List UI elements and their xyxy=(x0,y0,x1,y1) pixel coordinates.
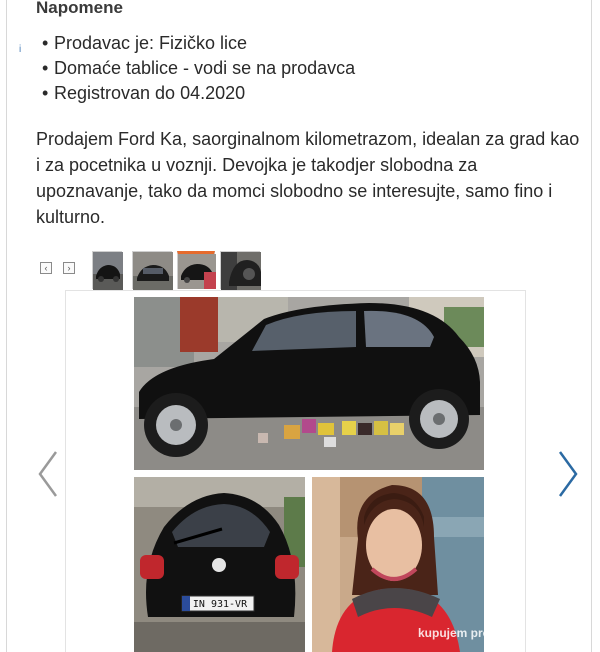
thumbnail-image xyxy=(178,254,216,289)
info-icon: i xyxy=(19,44,22,55)
bullet-icon: • xyxy=(42,33,49,53)
thumbnail-2[interactable] xyxy=(132,251,172,289)
thumbnail-1[interactable] xyxy=(92,251,122,289)
thumbnail-3[interactable] xyxy=(177,251,215,289)
list-item xyxy=(42,31,355,56)
thumbnail-image xyxy=(93,252,123,290)
thumbnail-image xyxy=(133,252,173,290)
license-plate-text: IN 931-VR xyxy=(192,599,248,610)
thumbnail-prev-button[interactable]: ‹ xyxy=(40,262,52,274)
watermark-text: kupujem prodajem xyxy=(418,626,525,640)
thumbnail-next-button[interactable]: › xyxy=(63,262,75,274)
bullet-icon: • xyxy=(42,58,49,78)
page-frame-right xyxy=(591,0,592,652)
car-rear-photo[interactable] xyxy=(134,477,305,652)
note-text: Domaće tablice - vodi se na prodavca xyxy=(54,58,356,78)
list-item xyxy=(42,81,355,106)
notes-list xyxy=(42,31,355,106)
gallery-prev-arrow-icon[interactable] xyxy=(34,448,62,500)
thumbnail-image xyxy=(221,252,261,290)
list-item xyxy=(42,56,355,81)
ad-description: Prodajem Ford Ka, saorginalnom kilometrazom, idealan za grad kao i za pocetnika u voznji. Devojka je takodjer slobodna za upoznavanje, tako da momci slobodno se interesujte, samo fino i kulturno. xyxy=(36,129,580,227)
person-photo[interactable] xyxy=(312,477,525,652)
bullet-icon: • xyxy=(42,83,49,103)
car-side-photo[interactable] xyxy=(134,297,484,470)
note-text: Registrovan do 04.2020 xyxy=(54,83,246,103)
thumbnail-4[interactable] xyxy=(220,251,260,289)
gallery-next-arrow-icon[interactable] xyxy=(554,448,582,500)
section-title: Napomene xyxy=(36,0,123,17)
page-frame-left xyxy=(6,0,7,652)
note-text: Prodavac je: Fizičko lice xyxy=(54,33,248,53)
